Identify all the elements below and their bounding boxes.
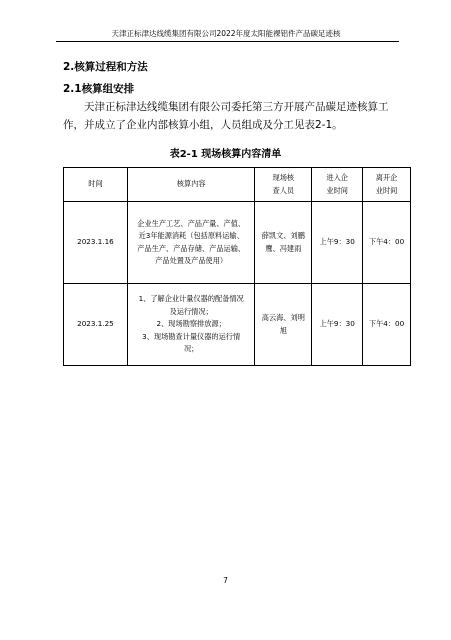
content-line: 及运行情况；: [169, 306, 213, 316]
content-line: 近3年能源消耗（包括原料运输、: [138, 231, 244, 240]
table-header-row: [64, 168, 411, 202]
section-title: 2.核算过程和方法: [63, 61, 148, 73]
header-enter: [312, 168, 363, 202]
header-time: 时间: [64, 168, 128, 202]
content-line: 1、了解企业计量仪器的配备情况: [138, 294, 244, 304]
content-line: 3、现场勘查计量仪器的运行情: [142, 331, 241, 341]
header-leave: [363, 168, 411, 202]
row-content: [127, 202, 255, 284]
header-staff-line: 现场核: [272, 173, 295, 182]
header-enter-line: 进入企: [326, 173, 348, 182]
content-line: 产品处置及产品使用）: [155, 256, 228, 265]
header-content: 核算内容: [127, 168, 255, 202]
row-time: 2023.1.16: [64, 202, 128, 284]
row-time: 2023.1.25: [64, 284, 128, 366]
page-number: 7: [223, 576, 228, 585]
header-staff: [255, 168, 312, 202]
row-staff: [255, 284, 312, 366]
staff-line: 鹰、冯建雨: [265, 243, 302, 253]
staff-line: 薛凯文、刘鹏: [261, 231, 305, 240]
content-line: 产品生产、产品存储、产品运输、: [137, 243, 246, 253]
content-line: 2、现场勘察排放源；: [156, 319, 226, 329]
content-line: 况；: [183, 344, 199, 354]
row-enter-time: 上午9：30: [312, 284, 363, 366]
table-caption: 表2-1 现场核算内容清单: [169, 149, 282, 160]
page-header: 天津正标津达线缆集团有限公司2022年度太阳能裸铝件产品碳足迹核: [111, 29, 341, 38]
audit-content-table: [63, 167, 411, 366]
header-enter-line: 业时间: [326, 185, 348, 195]
header-rule: [56, 41, 399, 42]
row-leave-time: 下午4：00: [363, 202, 411, 284]
subsection-title: 2.1核算组安排: [63, 83, 135, 95]
staff-line: 旭: [279, 325, 287, 335]
row-staff: [255, 202, 312, 284]
content-line: 企业生产工艺、产品产量、产值、: [137, 218, 246, 228]
staff-line: 高云海、刘明: [261, 313, 305, 322]
header-leave-line: 业时间: [375, 185, 398, 195]
header-leave-line: 离开企: [375, 173, 398, 182]
table-row: [64, 284, 411, 366]
paragraph-line-2: 作，并成立了企业内部核算小组，人员组成及分工见表2-1。: [63, 119, 343, 131]
row-content: [127, 284, 255, 366]
table-row: [64, 202, 411, 284]
header-staff-line: 查人员: [272, 185, 295, 195]
row-enter-time: 上午9：30: [312, 202, 363, 284]
paragraph-line-1: 天津正标津达线缆集团有限公司委托第三方开展产品碳足迹核算工: [84, 101, 389, 113]
row-leave-time: 下午4：00: [363, 284, 411, 366]
